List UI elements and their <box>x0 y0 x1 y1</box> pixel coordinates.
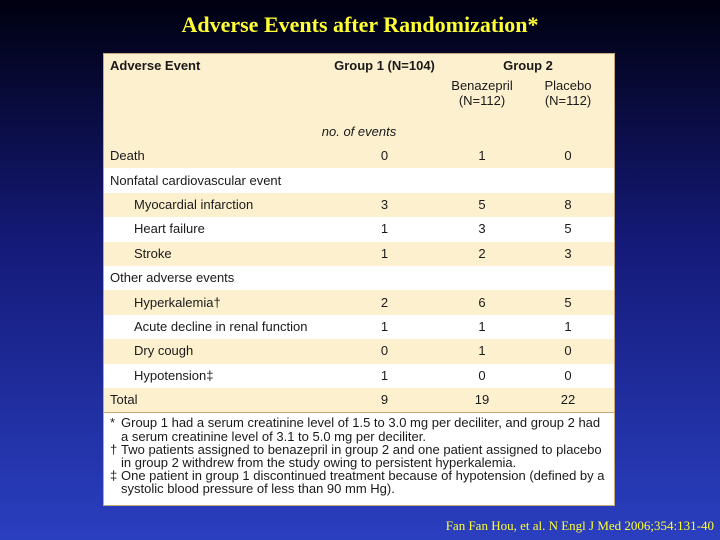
row-label: Myocardial infarction <box>104 193 327 217</box>
unit-row <box>104 120 614 144</box>
benazepril-value: 0 <box>442 364 522 388</box>
group1-value: 1 <box>327 242 442 266</box>
group1-value: 1 <box>327 315 442 339</box>
citation: Fan Fan Hou, et al. N Engl J Med 2006;354:131-40 <box>445 518 714 533</box>
benazepril-value: 2 <box>442 242 522 266</box>
table-row <box>104 339 614 363</box>
column-header-benazepril <box>442 78 522 120</box>
placebo-value: 5 <box>522 217 614 241</box>
table-row <box>104 290 614 314</box>
table-header-row <box>104 54 614 78</box>
group1-value: 0 <box>327 144 442 168</box>
footnote-text: Group 1 had a serum creatinine level of 1.5 to 3.0 mg per deciliter, and group 2 had a serum creatinine level of 3.1 to 5.0 mg per deciliter. <box>121 415 601 444</box>
unit-label: no. of events <box>321 124 397 139</box>
benazepril-value <box>442 266 522 290</box>
table-body <box>104 144 614 413</box>
footnote-text: One patient in group 1 discontinued treatment because of hypotension (defined by a systolic blood pressure of less than 90 mm Hg). <box>121 468 605 497</box>
row-label: Acute decline in renal function <box>104 315 327 339</box>
placebo-n: (N=112) <box>544 93 592 108</box>
group1-value <box>327 168 442 192</box>
placebo-value: 5 <box>522 290 614 314</box>
benazepril-value <box>442 168 522 192</box>
table-row <box>104 193 614 217</box>
row-label: Dry cough <box>104 339 327 363</box>
placebo-value: 1 <box>522 315 614 339</box>
table-row <box>104 266 614 290</box>
row-label: Stroke <box>104 242 327 266</box>
column-header-group2: Group 2 <box>503 58 553 73</box>
benazepril-value: 19 <box>442 388 522 413</box>
placebo-value: 0 <box>522 364 614 388</box>
benazepril-value: 5 <box>442 193 522 217</box>
column-header-group1: Group 1 (N=104) <box>334 58 435 73</box>
table-row <box>104 168 614 192</box>
row-label: Heart failure <box>104 217 327 241</box>
group1-value: 1 <box>327 364 442 388</box>
column-header-adverse-event: Adverse Event <box>110 58 201 73</box>
benazepril-value: 1 <box>442 315 522 339</box>
group1-value <box>327 266 442 290</box>
group1-value: 2 <box>327 290 442 314</box>
placebo-value: 8 <box>522 193 614 217</box>
benazepril-label: Benazepril <box>451 78 513 93</box>
benazepril-value: 1 <box>442 144 522 168</box>
footnote-mark: * <box>110 415 116 431</box>
group1-value: 9 <box>327 388 442 413</box>
table-row <box>104 217 614 241</box>
footnote <box>110 443 610 469</box>
footnote-text: Two patients assigned to benazepril in group 2 and one patient assigned to placebo in group 2 withdrew from the study owing to persistent hyperkalemia. <box>121 441 602 470</box>
table-subheader-row <box>104 78 614 120</box>
slide-title: Adverse Events after Randomization* <box>181 12 539 37</box>
placebo-value <box>522 168 614 192</box>
placebo-value: 22 <box>522 388 614 413</box>
group1-value: 1 <box>327 217 442 241</box>
table-row <box>104 364 614 388</box>
table-row <box>104 388 614 413</box>
placebo-value: 0 <box>522 144 614 168</box>
footnote <box>110 416 610 442</box>
table-row <box>104 315 614 339</box>
table-row <box>104 242 614 266</box>
footnote-mark: † <box>110 441 118 457</box>
row-label: Total <box>104 388 327 413</box>
benazepril-value: 6 <box>442 290 522 314</box>
footnote-mark: ‡ <box>110 468 118 484</box>
footnote <box>110 469 610 495</box>
placebo-value: 3 <box>522 242 614 266</box>
row-label: Hyperkalemia† <box>104 290 327 314</box>
table-row <box>104 144 614 168</box>
group1-value: 3 <box>327 193 442 217</box>
row-label: Death <box>104 144 327 168</box>
benazepril-value: 1 <box>442 339 522 363</box>
placebo-value <box>522 266 614 290</box>
benazepril-n: (N=112) <box>458 93 506 108</box>
placebo-label: Placebo <box>544 78 592 93</box>
column-header-placebo <box>522 78 614 120</box>
footnotes <box>104 413 614 495</box>
adverse-events-table <box>103 53 615 506</box>
row-label: Other adverse events <box>104 266 327 290</box>
placebo-value: 0 <box>522 339 614 363</box>
row-label: Hypotension‡ <box>104 364 327 388</box>
row-label: Nonfatal cardiovascular event <box>104 168 327 192</box>
group1-value: 0 <box>327 339 442 363</box>
table <box>104 54 614 413</box>
benazepril-value: 3 <box>442 217 522 241</box>
